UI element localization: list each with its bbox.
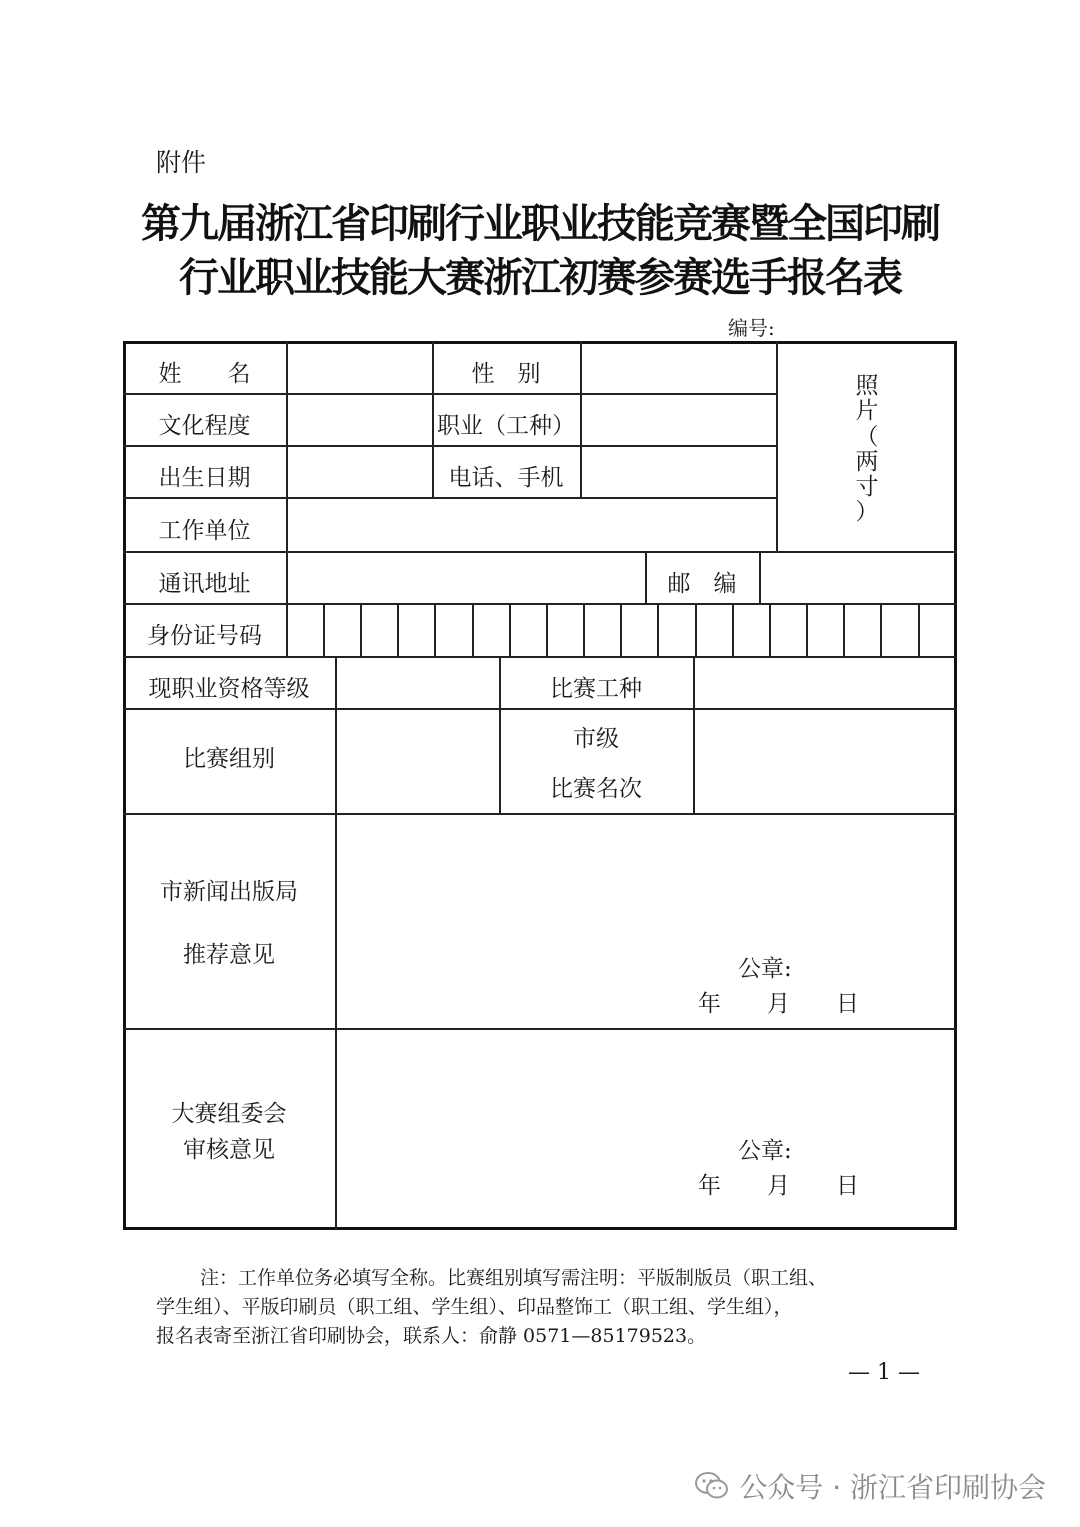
wechat-icon [695, 1471, 729, 1501]
date-line: 年 月 日 [698, 1173, 859, 1199]
row-line [123, 813, 957, 815]
row-line [123, 656, 957, 658]
col-line [776, 341, 778, 551]
id-number-label: 身份证号码 [147, 623, 262, 649]
note-line-2: 学生组）、平版印刷员（职工组、学生组）、印品整饰工（职工组、学生组）， [156, 1296, 793, 1318]
date-line: 年 月 日 [698, 991, 859, 1017]
id-digit-box-line [880, 603, 882, 656]
id-digit-box-line [657, 603, 659, 656]
id-digit-box-line [583, 603, 585, 656]
id-digit-box-line [472, 603, 474, 656]
seal-label: 公章: [738, 1138, 792, 1164]
city-rank-label-line2: 比赛名次 [550, 776, 642, 802]
id-digit-box-line [695, 603, 697, 656]
id-digit-box-line [769, 603, 771, 656]
qualification-label: 现职业资格等级 [148, 676, 310, 702]
col-line [286, 341, 288, 656]
education-label: 文化程度 [158, 413, 251, 439]
work-unit-label: 工作单位 [158, 518, 251, 544]
id-digit-box-line [323, 603, 325, 656]
row-line [123, 603, 957, 605]
id-digit-box-line [397, 603, 399, 656]
id-digit-box-line [918, 603, 920, 656]
occupation-label: 职业（工种） [437, 413, 575, 439]
city-rank-label-line1: 市级 [573, 726, 619, 752]
id-digit-box-line [843, 603, 845, 656]
account-watermark [695, 1466, 1046, 1506]
attachment-label: 附件 [156, 148, 207, 177]
page-number: — 1 — [848, 1360, 920, 1385]
form-title-line2: 行业职业技能大赛浙江初赛参赛选手报名表 [179, 255, 901, 301]
col-line [580, 341, 582, 497]
id-digit-box-line [620, 603, 622, 656]
serial-number-label: 编号: [728, 316, 775, 340]
phone-label: 电话、手机 [448, 465, 564, 491]
col-line [335, 656, 337, 1230]
birth-date-label: 出生日期 [158, 465, 251, 491]
gender-label: 性 别 [471, 361, 541, 387]
form-title-line1: 第九届浙江省印刷行业职业技能竞赛暨全国印刷 [141, 201, 939, 247]
photo-placeholder-label: 照 片 （ 两 寸 ） [855, 373, 879, 526]
row-line [123, 551, 957, 553]
competition-trade-label: 比赛工种 [550, 676, 642, 702]
postcode-label: 邮 编 [667, 571, 737, 597]
row-line [123, 708, 957, 710]
note-line-3: 报名表寄至浙江省印刷协会，联系人：俞静 0571—85179523。 [156, 1325, 707, 1347]
watermark-text: 公众号 · 浙江省印刷协会 [739, 1471, 1046, 1504]
committee-label-line1: 大赛组委会 [171, 1101, 287, 1127]
col-line [693, 656, 695, 813]
note-line-1: 注：工作单位务必填写全称。比赛组别填写需注明：平版制版员（职工组、 [200, 1267, 828, 1289]
name-label: 姓 名 [158, 361, 251, 387]
row-line [123, 1028, 957, 1030]
competition-group-label: 比赛组别 [183, 746, 275, 772]
id-digit-box-line [360, 603, 362, 656]
committee-label-line2: 审核意见 [183, 1137, 275, 1163]
id-digit-box-line [546, 603, 548, 656]
row-line [123, 445, 777, 447]
col-line [759, 551, 761, 603]
id-digit-box-line [806, 603, 808, 656]
row-line [123, 497, 777, 499]
press-bureau-label-line2: 推荐意见 [183, 942, 275, 968]
id-digit-box-line [732, 603, 734, 656]
id-digit-box-line [509, 603, 511, 656]
row-line [123, 393, 777, 395]
seal-label: 公章: [738, 956, 792, 982]
id-digit-box-line [434, 603, 436, 656]
press-bureau-label-line1: 市新闻出版局 [160, 879, 298, 905]
address-label: 通讯地址 [158, 571, 251, 597]
